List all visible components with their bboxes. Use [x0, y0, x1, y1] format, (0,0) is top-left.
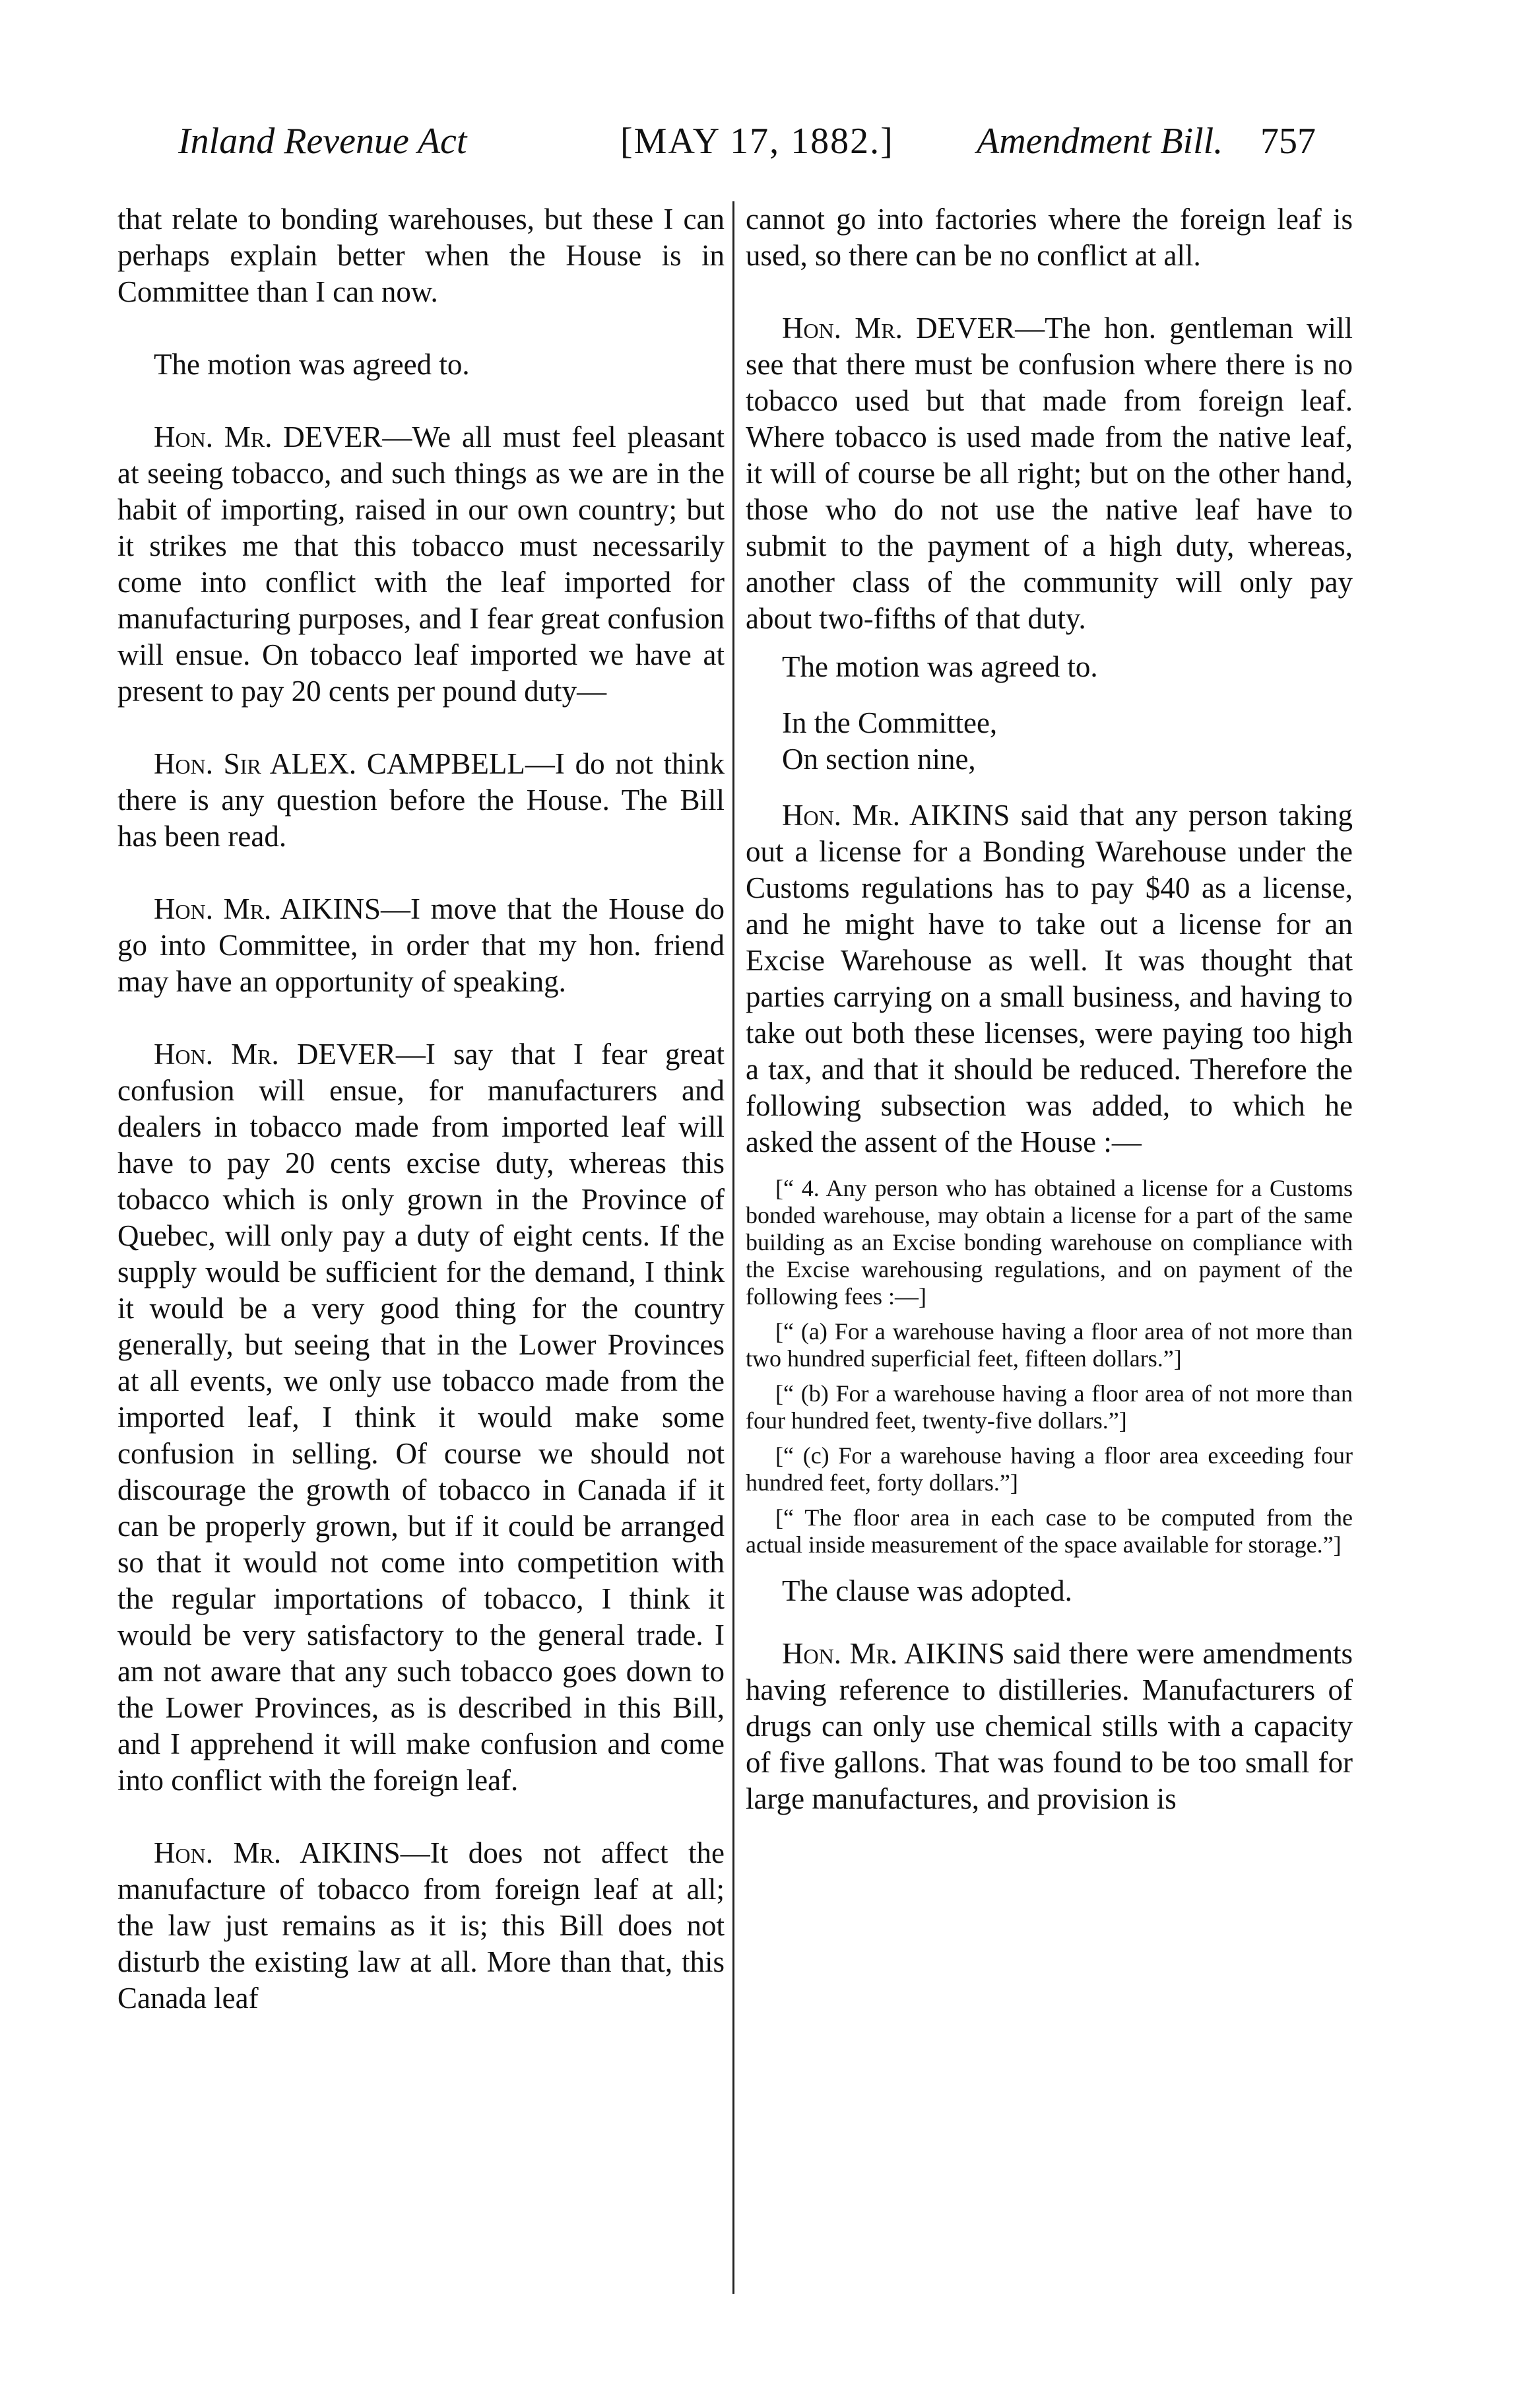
speaker-name: Hon. Mr. AIKINS: [782, 799, 1010, 832]
paragraph-text: that relate to bonding warehouses, but these I can perhaps explain better when the House is in Committee than I can now.: [117, 203, 725, 308]
speech-dever-2: [117, 1036, 725, 1799]
speech-aikins-3: [746, 797, 1353, 1160]
motion-agreed-2: The motion was agreed to.: [782, 650, 1098, 683]
committee-heading: In the Committee,: [782, 706, 998, 739]
header-right-title: Amendment Bill.: [977, 121, 1223, 162]
quote-item-a: [“ (a) For a warehouse having a floor area of not more than two hundred superficial feet, fifteen dollars.”]: [746, 1318, 1353, 1372]
column-divider: [732, 201, 734, 2294]
speech-dever-1: [117, 419, 725, 710]
speech-aikins-2: [117, 1835, 725, 2017]
speaker-name: Hon. Mr. DEVER: [154, 420, 383, 453]
speech-aikins-1: [117, 891, 725, 1000]
speaker-name: Hon. Mr. AIKINS: [782, 1637, 1005, 1670]
page-number: 757: [1260, 121, 1316, 162]
speech-text: —The hon. gentleman will see that there must be confusion where there is no tobacco used but that made from foreign leaf. Where tobacco is used made from the native leaf, it will of course be all right; but on the other hand, those who do not use the native leaf have to submit to the payment of a high duty, whereas, another class of the community will only pay about two-fifths of that duty.: [746, 312, 1353, 635]
speaker-name: Hon. Mr. AIKINS: [154, 892, 381, 925]
right-column: [746, 201, 1353, 1854]
left-paragraph-1: [117, 201, 725, 310]
motion-agreed: The motion was agreed to.: [154, 348, 470, 381]
speaker-name: Hon. Sir ALEX. CAMPBELL: [154, 747, 525, 780]
running-header: [178, 120, 1366, 180]
section-heading: On section nine,: [782, 743, 976, 776]
clause-adopted: The clause was adopted.: [782, 1574, 1072, 1607]
speech-text: —I say that I fear great confusion will ensue, for manufacturers and dealers in tobacco made from imported leaf will have to pay 20 cents excise duty, whereas this tobacco which is only grown in the Province of Quebec, will only pay a duty of eight cents. If the supply would be sufficient for the demand, I think it would be a very good thing for the country generally, but seeing that in the Lower Provinces at all events, we only use tobacco made from the imported leaf, I think it would make some confusion in selling. Of course we should not discourage the growth of tobacco in Canada if it can be properly grown, but if it could be arranged so that it would not come into competition with the regular importations of tobacco, I think it would be very satisfactory to the general trade. I am not aware that any such tobacco goes down to the Lower Provinces, as is described in this Bill, and I apprehend it will make confusion and come into conflict with the foreign leaf.: [117, 1038, 725, 1797]
speech-campbell: [117, 746, 725, 855]
header-date: [MAY 17, 1882.]: [620, 121, 894, 162]
header-left-title: Inland Revenue Act: [178, 121, 467, 162]
speaker-name: Hon. Mr. DEVER: [782, 312, 1016, 345]
speech-text: —It does not affect the manufacture of tobacco from foreign leaf at all; the law just remains as it is; this Bill does not disturb the existing law at all. More than that, this Canada leaf: [117, 1836, 725, 2015]
continuation-text: cannot go into factories where the foreign leaf is used, so there can be no conflict at all.: [746, 203, 1353, 272]
speech-text: said that any person taking out a license for a Bonding Warehouse under the Customs regulations has to pay $40 as a license, and he might have to take out a license for an Excise Warehouse as well. It was thought that parties carrying on a small business, and having to take out both these licenses, were paying too high a tax, and that it should be reduced. Therefore the following subsection was added, to which he asked the assent of the House :—: [746, 799, 1353, 1158]
left-column: [117, 201, 725, 2053]
quote-item-b: [“ (b) For a warehouse having a floor area of not more than four hundred feet, twenty-five dollars.”]: [746, 1380, 1353, 1434]
quote-floor-area: [“ The floor area in each case to be computed from the actual inside measurement of the space available for storage.”]: [746, 1504, 1353, 1558]
speech-text: said there were amendments having reference to distilleries. Manufacturers of drugs can only use chemical stills with a capacity of five gallons. That was found to be too small for large manufactures, and provision is: [746, 1637, 1353, 1815]
speech-dever-3: [746, 310, 1353, 637]
speech-text: —I do not think there is any question before the House. The Bill has been read.: [117, 747, 725, 853]
quote-item-c: [“ (c) For a warehouse having a floor area exceeding four hundred feet, forty dollars.”]: [746, 1442, 1353, 1496]
speech-text: —We all must feel pleasant at seeing tobacco, and such things as we are in the habit of importing, raised in our own country; but it strikes me that this tobacco must necessarily come into conflict with the leaf imported for manufacturing purposes, and I fear great confusion will ensue. On tobacco leaf imported we have at present to pay 20 cents per pound duty—: [117, 420, 725, 708]
speech-aikins-4: [746, 1636, 1353, 1817]
quote-subsection-4: [“ 4. Any person who has obtained a license for a Customs bonded warehouse, may obtain a license for a part of the same building as an Excise bonding warehouse on compliance with the Excise warehousing regulations, and on payment of the following fees :—]: [746, 1175, 1353, 1310]
speaker-name: Hon. Mr. AIKINS: [154, 1836, 401, 1869]
speaker-name: Hon. Mr. DEVER: [154, 1038, 396, 1071]
speech-text: —I move that the House do go into Committee, in order that my hon. friend may have an opportunity of speaking.: [117, 892, 725, 998]
